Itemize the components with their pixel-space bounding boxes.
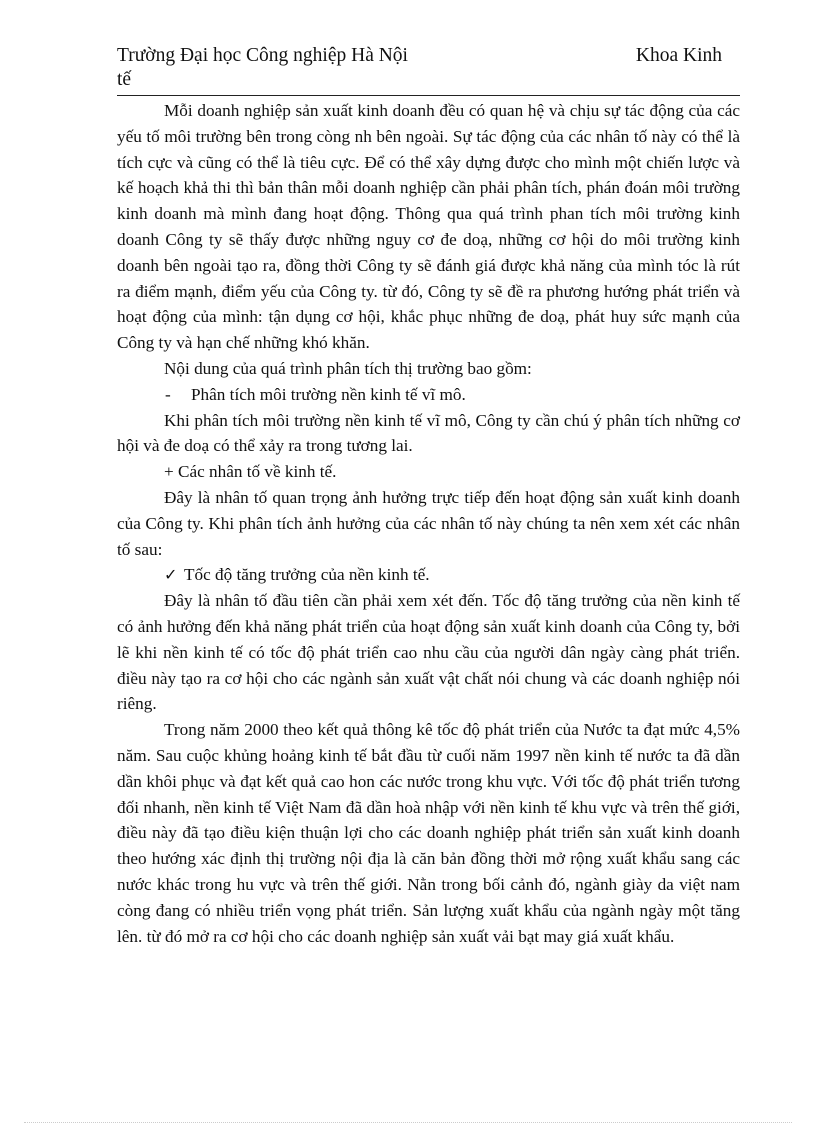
paragraph-5: Đây là nhân tố đầu tiên cần phải xem xét đến. Tốc độ tăng trưởng của nền kinh tế có ảnh hưởng đến khả năng phát triển của hoạt động sản xuất kinh doanh của Công ty, bởi lẽ khi nền kinh tế có tốc độ phát triển cao nhu cầu của người dân ngày càng phát triển. điều này tạo ra cơ hội cho các ngành sản xuất vật chất nói chung và các doanh nghiệp nói riêng.	[117, 591, 740, 714]
body-text	[117, 98, 740, 949]
paragraph-2: Nội dung của quá trình phân tích thị trường bao gồm:	[164, 358, 532, 378]
header-university: Trường Đại học Công nghiệp Hà Nội	[117, 45, 408, 66]
paragraph-3: Khi phân tích môi trường nền kinh tế vĩ mô, Công ty cần chú ý phân tích những cơ hội và đe doạ có thể xảy ra trong tương lai.	[117, 410, 740, 456]
check-list-item-text: Tốc độ tăng trưởng của nền kinh tế.	[184, 565, 430, 585]
dash-marker: -	[165, 384, 171, 404]
header-faculty: Khoa Kinh	[635, 45, 722, 66]
paragraph-6: Trong năm 2000 theo kết quả thông kê tốc độ phát triển của Nước ta đạt mức 4,5% năm. Sau cuộc khủng hoảng kinh tế bắt đầu từ cuối năm 1997 nền kinh tế nước ta đã dần dần khôi phục và đạt kết quả cao hon các nước trong khu vực. Với tốc độ phát triển tương đối nhanh, nền kinh tế Việt Nam đã dần hoà nhập với nền kinh tế khu vực và trên thế giới, điều này đã tạo điều kiện thuận lợi cho các doanh nghiệp phát triển sản xuất kinh doanh theo hướng xác định thị trường nội địa là căn bản đồng thời mở rộng xuất khẩu sang các nước khác trong hu vực và trên thế giới. Nằn trong bối cảnh đó, ngành giày da việt nam còng đang có nhiều triển vọng phát triển. Sản lượng xuất khẩu của ngành ngày một tăng lên. từ đó mở ra cơ hội cho các doanh nghiệp sản xuất vải bạt may giá xuất khẩu.	[117, 720, 740, 946]
checkmark-icon: ✓	[164, 565, 178, 585]
paragraph-4: Đây là nhân tố quan trọng ảnh hưởng trực tiếp đến hoạt động sản xuất kinh doanh của Công ty. Khi phân tích ảnh hưởng của các nhân tố này chúng ta nên xem xét các nhân tố sau:	[117, 487, 740, 559]
plus-list-item: + Các nhân tố về kinh tế.	[164, 462, 337, 482]
header-wrap: tế	[117, 69, 132, 90]
dash-list-item	[117, 382, 740, 408]
paragraph-1: Mỗi doanh nghiệp sản xuất kinh doanh đều có quan hệ và chịu sự tác động của các yếu tố môi trường bên trong còng nh bên ngoài. Sự tác động của các nhân tố này có thể là tích cực và cũng có thể là tiêu cực. Để có thể xây dựng được cho mình một chiến lược và kế hoạch khả thi thì bản thân mỗi doanh nghiệp cần phải phân tích, phán đoán môi trường kinh doanh mà mình đang hoạt động. Thông qua quá trình phan tích môi trường kinh doanh Công ty sẽ thấy được những nguy cơ đe doạ, những cơ hội do môi trường kinh doanh bên ngoài tạo ra, đồng thời Công ty sẽ đánh giá được khả năng của mình tóc là rút ra điểm mạnh, điểm yếu của Công ty. từ đó, Công ty sẽ đề ra phương hướng phát triển và hoạt động của mình: tận dụng cơ hội, khắc phục những đe doạ, phát huy sức mạnh của Công ty và hạn chế những khó khăn.	[117, 101, 740, 353]
check-list-item	[117, 562, 740, 588]
dash-list-item-text: Phân tích môi trường nền kinh tế vĩ mô.	[191, 384, 466, 404]
header-divider	[117, 95, 740, 96]
page-header	[117, 44, 740, 92]
